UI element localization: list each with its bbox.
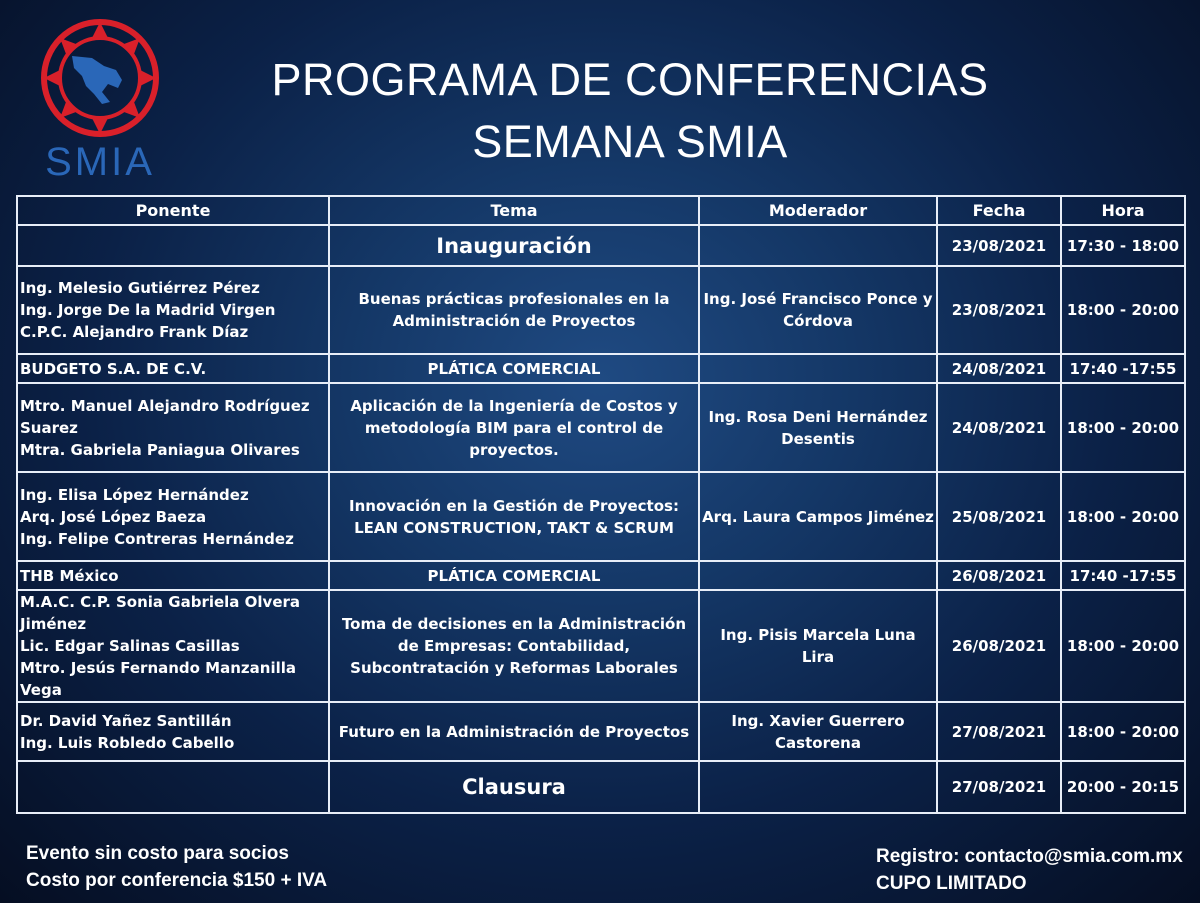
cell-fecha: 24/08/2021 bbox=[937, 354, 1061, 383]
cell-ponente bbox=[17, 702, 329, 761]
cell-moderador: Arq. Laura Campos Jiménez bbox=[699, 472, 937, 561]
speaker-name: C.P.C. Alejandro Frank Díaz bbox=[20, 323, 249, 341]
table-row bbox=[17, 354, 1185, 383]
cell-ponente bbox=[17, 561, 329, 590]
table-row bbox=[17, 266, 1185, 354]
cell-hora: 18:00 - 20:00 bbox=[1061, 266, 1185, 354]
cell-fecha: 23/08/2021 bbox=[937, 266, 1061, 354]
speaker-name: Mtro. Jesús Fernando Manzanilla Vega bbox=[20, 659, 296, 699]
cell-hora: 18:00 - 20:00 bbox=[1061, 590, 1185, 702]
cell-moderador bbox=[699, 354, 937, 383]
speaker-name: Ing. Felipe Contreras Hernández bbox=[20, 529, 294, 548]
logo-emblem-icon bbox=[30, 16, 170, 140]
cell-moderador: Ing. José Francisco Ponce y Córdova bbox=[699, 266, 937, 354]
registration-contact: Registro: contacto@smia.com.mx bbox=[876, 846, 1183, 867]
conference-schedule-table bbox=[16, 195, 1186, 814]
pricing-line-members: Evento sin costo para socios bbox=[26, 843, 289, 864]
cell-fecha: 25/08/2021 bbox=[937, 472, 1061, 561]
logo-text: SMIA bbox=[45, 140, 155, 184]
table-row bbox=[17, 383, 1185, 472]
cell-ponente bbox=[17, 383, 329, 472]
smia-logo bbox=[30, 16, 170, 182]
header-fecha: Fecha bbox=[937, 196, 1061, 225]
cell-tema: Futuro en la Administración de Proyectos bbox=[329, 702, 699, 761]
cell-ponente bbox=[17, 354, 329, 383]
cell-ponente bbox=[17, 761, 329, 813]
speaker-name: Ing. Luis Robledo Cabello bbox=[20, 733, 235, 752]
speaker-name: Ing. Elisa López Hernández bbox=[20, 485, 249, 504]
speaker-name: Mtra. Gabriela Paniagua Olivares bbox=[20, 440, 300, 459]
cell-fecha: 26/08/2021 bbox=[937, 590, 1061, 702]
cell-tema: Aplicación de la Ingeniería de Costos y metodología BIM para el control de proyectos. bbox=[329, 383, 699, 472]
cell-moderador bbox=[699, 561, 937, 590]
page-title-line-1: PROGRAMA DE CONFERENCIAS bbox=[271, 54, 989, 105]
speaker-name: BUDGETO S.A. DE C.V. bbox=[20, 359, 207, 378]
header-moderador: Moderador bbox=[699, 196, 937, 225]
cell-tema: Clausura bbox=[329, 761, 699, 813]
cell-tema: PLÁTICA COMERCIAL bbox=[329, 561, 699, 590]
cell-hora: 18:00 - 20:00 bbox=[1061, 383, 1185, 472]
cell-fecha: 26/08/2021 bbox=[937, 561, 1061, 590]
cell-moderador: Ing. Xavier Guerrero Castorena bbox=[699, 702, 937, 761]
cell-hora: 17:40 -17:55 bbox=[1061, 354, 1185, 383]
cell-tema: Buenas prácticas profesionales en la Administración de Proyectos bbox=[329, 266, 699, 354]
header-ponente: Ponente bbox=[17, 196, 329, 225]
cell-fecha: 27/08/2021 bbox=[937, 702, 1061, 761]
cell-fecha: 23/08/2021 bbox=[937, 225, 1061, 266]
cell-ponente bbox=[17, 472, 329, 561]
cell-tema: Toma de decisiones en la Administración de Empresas: Contabilidad, Subcontratación y Reformas Laborales bbox=[329, 590, 699, 702]
cell-fecha: 24/08/2021 bbox=[937, 383, 1061, 472]
speaker-name: Lic. Edgar Salinas Casillas bbox=[20, 637, 240, 655]
speaker-name: Arq. José López Baeza bbox=[20, 507, 207, 526]
cell-ponente bbox=[17, 225, 329, 266]
cell-moderador: Ing. Pisis Marcela Luna Lira bbox=[699, 590, 937, 702]
speaker-name: Ing. Jorge De la Madrid Virgen bbox=[20, 301, 276, 319]
limited-capacity-note: CUPO LIMITADO bbox=[876, 873, 1027, 894]
cell-hora: 20:00 - 20:15 bbox=[1061, 761, 1185, 813]
pricing-line-cost: Costo por conferencia $150 + IVA bbox=[26, 870, 328, 891]
page-title-line-2: SEMANA SMIA bbox=[472, 116, 788, 167]
table-row bbox=[17, 761, 1185, 813]
table-row bbox=[17, 225, 1185, 266]
cell-ponente bbox=[17, 590, 329, 702]
cell-tema: Inauguración bbox=[329, 225, 699, 266]
pricing-info bbox=[26, 840, 327, 894]
header-tema: Tema bbox=[329, 196, 699, 225]
cell-tema: PLÁTICA COMERCIAL bbox=[329, 354, 699, 383]
cell-fecha: 27/08/2021 bbox=[937, 761, 1061, 813]
cell-ponente bbox=[17, 266, 329, 354]
registration-info bbox=[876, 843, 1183, 897]
table-row bbox=[17, 702, 1185, 761]
speaker-name: Ing. Melesio Gutiérrez Pérez bbox=[20, 279, 260, 297]
cell-moderador bbox=[699, 761, 937, 813]
cell-hora: 18:00 - 20:00 bbox=[1061, 472, 1185, 561]
cell-hora: 18:00 - 20:00 bbox=[1061, 702, 1185, 761]
speaker-name: M.A.C. C.P. Sonia Gabriela Olvera Jiménez bbox=[20, 593, 301, 633]
speaker-name: THB México bbox=[20, 566, 119, 585]
header-hora: Hora bbox=[1061, 196, 1185, 225]
cell-moderador: Ing. Rosa Deni Hernández Desentis bbox=[699, 383, 937, 472]
speaker-name: Dr. David Yañez Santillán bbox=[20, 711, 232, 730]
table-row bbox=[17, 590, 1185, 702]
cell-moderador bbox=[699, 225, 937, 266]
table-header-row bbox=[17, 196, 1185, 225]
cell-hora: 17:30 - 18:00 bbox=[1061, 225, 1185, 266]
table-row bbox=[17, 472, 1185, 561]
cell-tema: Innovación en la Gestión de Proyectos: LEAN CONSTRUCTION, TAKT & SCRUM bbox=[329, 472, 699, 561]
cell-hora: 17:40 -17:55 bbox=[1061, 561, 1185, 590]
speaker-name: Mtro. Manuel Alejandro Rodríguez Suarez bbox=[20, 396, 310, 437]
table-row bbox=[17, 561, 1185, 590]
